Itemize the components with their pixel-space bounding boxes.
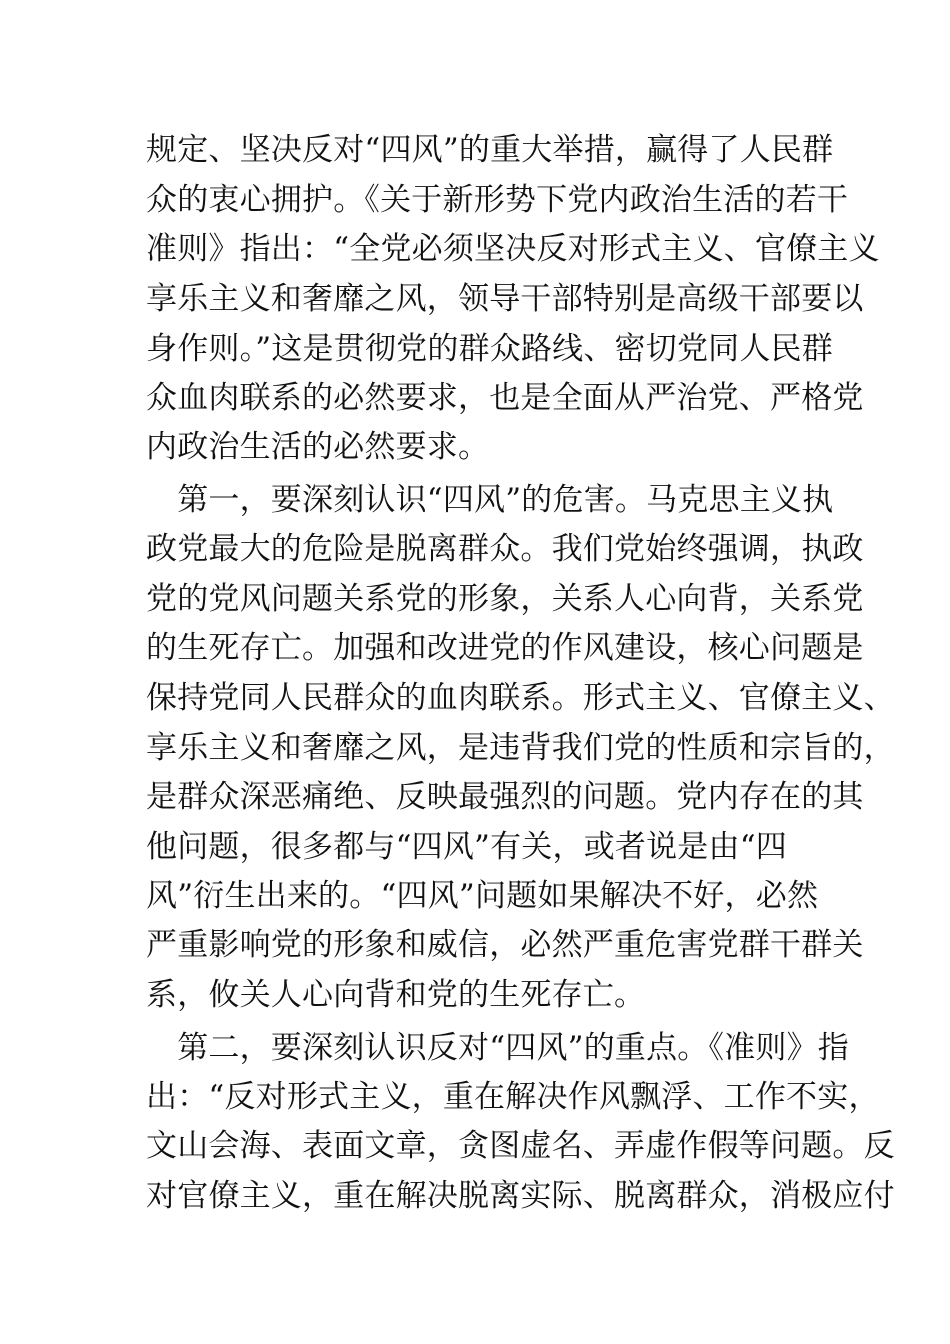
text-line: 身作则。”这是贯彻党的群众路线、密切党同人民群 [146,331,833,367]
text-line: 保持党同人民群众的血肉联系。形式主义、官僚主义、 [146,680,895,716]
text-line: 党的党风问题关系党的形象，关系人心向背，关系党 [146,581,864,617]
text-line: 政党最大的危险是脱离群众。我们党始终强调，执政 [146,531,864,567]
text-line: 风”衍生出来的。“四风”问题如果解决不好，必然 [146,878,819,914]
text-line: 严重影响党的形象和威信，必然严重危害党群干群关 [146,927,864,963]
text-line: 是群众深恶痛绝、反映最强烈的问题。党内存在的其 [146,779,864,815]
text-line: 他问题，很多都与“四风”有关，或者说是由“四 [146,829,787,865]
text-line: 文山会海、表面文章，贪图虚名、弄虚作假等问题。反 [146,1128,895,1164]
text-line: 出：“反对形式主义，重在解决作风飘浮、工作不实， [146,1079,880,1115]
text-line: 规定、坚决反对“四风”的重大举措，赢得了人民群 [146,132,834,168]
text-line: 对官僚主义，重在解决脱离实际、脱离群众，消极应付 [146,1178,895,1214]
text-line: 内政治生活的必然要求。 [146,429,490,465]
text-line: 众的衷心拥护。《关于新形势下党内政治生活的若干 [146,182,849,218]
paragraph-start-line: 第一，要深刻认识“四风”的危害。马克思主义执 [146,482,834,518]
text-line: 系，攸关人心向背和党的生死存亡。 [146,977,646,1013]
text-line: 的生死存亡。加强和改进党的作风建设，核心问题是 [146,630,864,666]
text-line: 众血肉联系的必然要求，也是全面从严治党、严格党 [146,380,864,416]
text-line: 享乐主义和奢靡之风，领导干部特别是高级干部要以 [146,281,864,317]
text-line: 准则》指出：“全党必须坚决反对形式主义、官僚主义 [146,231,880,267]
paragraph-start-line: 第二，要深刻认识反对“四风”的重点。《准则》指 [146,1030,849,1066]
text-line: 享乐主义和奢靡之风，是违背我们党的性质和宗旨的， [146,730,895,766]
